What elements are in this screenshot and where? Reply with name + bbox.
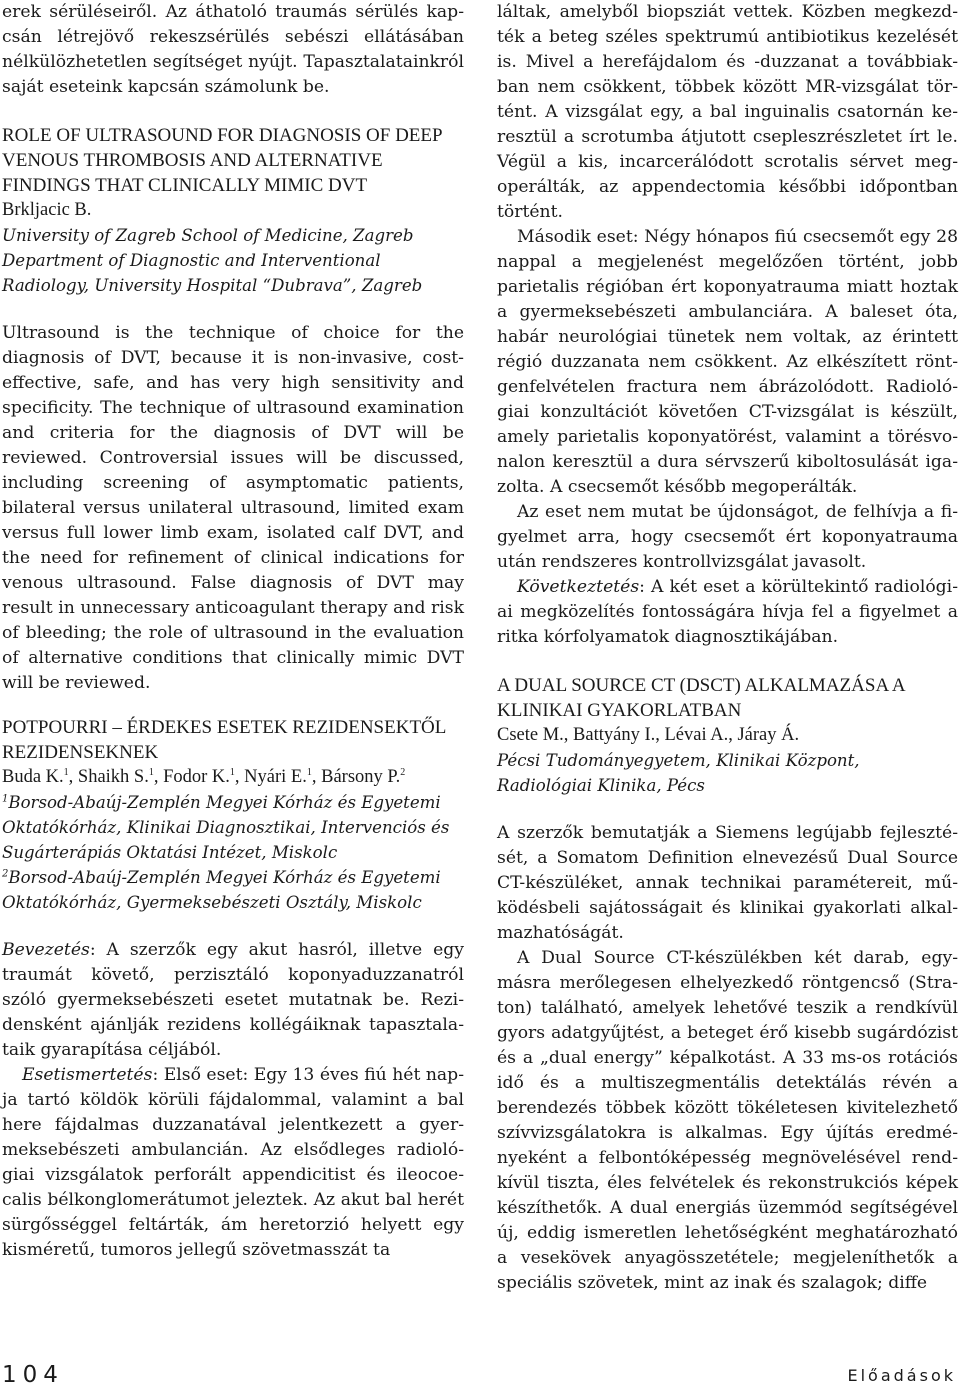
authors-dsct: Csete M., Battyány I., Lévai A., Járay Á. xyxy=(497,725,800,745)
dsct-paragraph-2: A Dual Source CT-készülékben két darab, egymásra merőlegesen elhelyezkedő röntgencső (Straton) található, amelyek lehetővé teszik a rendkívül gyors adatgyűjtést, a beteget érő kisebb sugárdózist és a „dual energy” képalkotást. A 33 ms-os rotációs idő és a multiszegmentális detektálás révén a berendezés többek között tökéletesen kivitelezhető szívvizsgálatokra is alkalmas. Egy újítás eredményeként a felbontóképesség megnövelésével rendkívül tiszta, éles felvételek és rekonstrukciós képek készíthetők. A dual energiás üzemmód segítségével új, eddig ismeretlen lehetőségként meghatározható a vesekövek anyagösszetétele; megjeleníthetők a speciális szövetek, mint az inak és szalagok; diffe xyxy=(497,948,958,1293)
potpourri-case-report: Esetismertetés: Első eset: Egy 13 éves fiú hét napja tartó köldök körüli fájdalommal, valamint a bal here fájdalmas duzzanatával jelentkezett a gyermeksebészeti ambulancián. Az elsődleges radiológiai vizsgálatok perforált appendicitist és ileocoecalis bélkonglomerátumot jeleztek. Az akut bal herét sürgősséggel feltárták, ám heretorzió helyett egy kisméretű, tumoros jellegű szövetmasszát ta xyxy=(2,1065,464,1260)
authors-dvt: Brkljacic B. xyxy=(2,200,92,220)
authors-potpourri: Buda K.$^1$, Shaikh S.$^1$, Fodor K.$^1$, Nyári E.$^1$, Bársony P.$^2$ xyxy=(2,766,406,787)
case-note: Az eset nem mutat be újdonságot, de felhívja a figyelmet arra, hogy csecsemőt ért koponyatrauma után rendszeres kontrollvizsgálat javasolt. xyxy=(497,502,958,572)
abstract-body-dvt: Ultrasound is the technique of choice for the diagnosis of DVT, because it is non-invasive, cost-effective, safe, and has very high sensitivity and specificity. The technique of ultrasound examination and criteria for the diagnosis of DVT will be reviewed. Controversial issues will be discussed, including screening of asymptomatic patients, bilateral versus unilateral ultrasound, limited exam versus full lower limb exam, isolated calf DVT, and the need for refinement of clinical indications for venous ultrasound. False diagnosis of DVT may result in unnecessary anticoagulant therapy and risk of bleeding; the role of ultrasound in the evaluation of alternative conditions that clinically mimic DVT will be reviewed. xyxy=(2,323,464,693)
conclusion: Következtetés: A két eset a körültekintő radiológiai megközelítés fontosságára hívja fel a figyelmet a ritka kórfolyamatok diagnosztikájában. xyxy=(497,577,958,647)
case-continuation: láltak, amelyből biopsziát vettek. Közben megkezdték a beteg széles spektrumú antibiotikus kezelését is. Mivel a herefájdalom és -duzzanat a továbbiakban nem csökkent, többek között MR-vizsgálat történt. A vizsgálat egy, a bal inguinalis csatornán keresztül a scrotumba átjutott csepleszrészletet írt le. Végül a kis, incarcerálódott scrotalis sérvet megoperálták, az appendectomia későbbi időpontban történt. xyxy=(497,2,958,222)
abstract-title-dvt: ROLE OF ULTRASOUND FOR DIAGNOSIS OF DEEP VENOUS THROMBOSIS AND ALTERNATIVE FINDINGS THAT CLINICALLY MIMIC DVT xyxy=(2,125,442,196)
affiliation-potpourri-2: $^2$Borsod-Abaúj-Zemplén Megyei Kórház és Egyetemi Oktatókórház, Gyermeksebészeti Osztály, Miskolc xyxy=(2,868,441,912)
second-case: Második eset: Négy hónapos fiú csecsemőt egy 28 nappal a megjelenést megelőzően történt, jobb parietalis régióban ért koponyatrauma miatt hoztak a gyermeksebészeti ambulanciára. A baleset óta, habár neurológiai tünetek nem voltak, az érintett régió duzzanata nem csökkent. Az elkészített röntgenfelvételen fractura nem ábrázolódott. Radiológiai konzultációt követően CT-vizsgálat is készült, amely parietalis koponyatörést, valamint a törésvonalon keresztül a dura sérvszerű kiboltosulását igazolta. A csecsemőt később megoperálták. xyxy=(497,227,958,497)
abstract-title-potpourri: POTPOURRI – ÉRDEKES ESETEK REZIDENSEKTŐL REZIDENSEKNEK xyxy=(2,717,446,763)
affiliation-potpourri-1: $^1$Borsod-Abaúj-Zemplén Megyei Kórház és Egyetemi Oktatókórház, Klinikai Diagnosztikai, Intervenciós és Sugárterápiás Oktatási Intézet, Miskolc xyxy=(2,793,450,862)
affiliation-dvt-2: Department of Diagnostic and Interventional Radiology, University Hospital “Dubrava”, Zagreb xyxy=(2,251,423,295)
intro-continuation: erek sérüléseiről. Az áthatoló traumás sérülés kapcsán létrejövő rekeszsérülés sebészi ellátásában nélkülözhetetlen segítséget nyújt. Tapasztalatainkról saját eseteink kapcsán számolunk be. xyxy=(2,2,464,97)
abstract-title-dsct: A DUAL SOURCE CT (DSCT) ALKALMAZÁSA A KLINIKAI GYAKORLATBAN xyxy=(497,675,905,721)
section-label: Előadások xyxy=(847,1366,956,1385)
dsct-paragraph-1: A szerzők bemutatják a Siemens legújabb fejlesztését, a Somatom Definition elnevezésű Dual Source CT-készüléket, annak technikai paramétereit, működésbeli sajátosságait és klinikai gyakorlati alkalmazhatóságát. xyxy=(497,823,958,943)
right-column xyxy=(497,0,958,1296)
affiliation-dsct: Pécsi Tudományegyetem, Klinikai Központ, Radiológiai Klinika, Pécs xyxy=(497,751,860,795)
affiliation-dvt-1: University of Zagreb School of Medicine, Zagreb xyxy=(2,226,414,245)
left-column xyxy=(2,0,464,1263)
page-number: 104 xyxy=(2,1362,64,1388)
potpourri-introduction: Bevezetés: A szerzők egy akut hasról, illetve egy traumát követő, perzisztáló koponyaduzzanatról szóló gyermeksebészeti esetet mutatnak be. Rezidensként ajánlják rezidens kollégáiknak tapasztalataik gyarapítása céljából. xyxy=(2,940,464,1060)
